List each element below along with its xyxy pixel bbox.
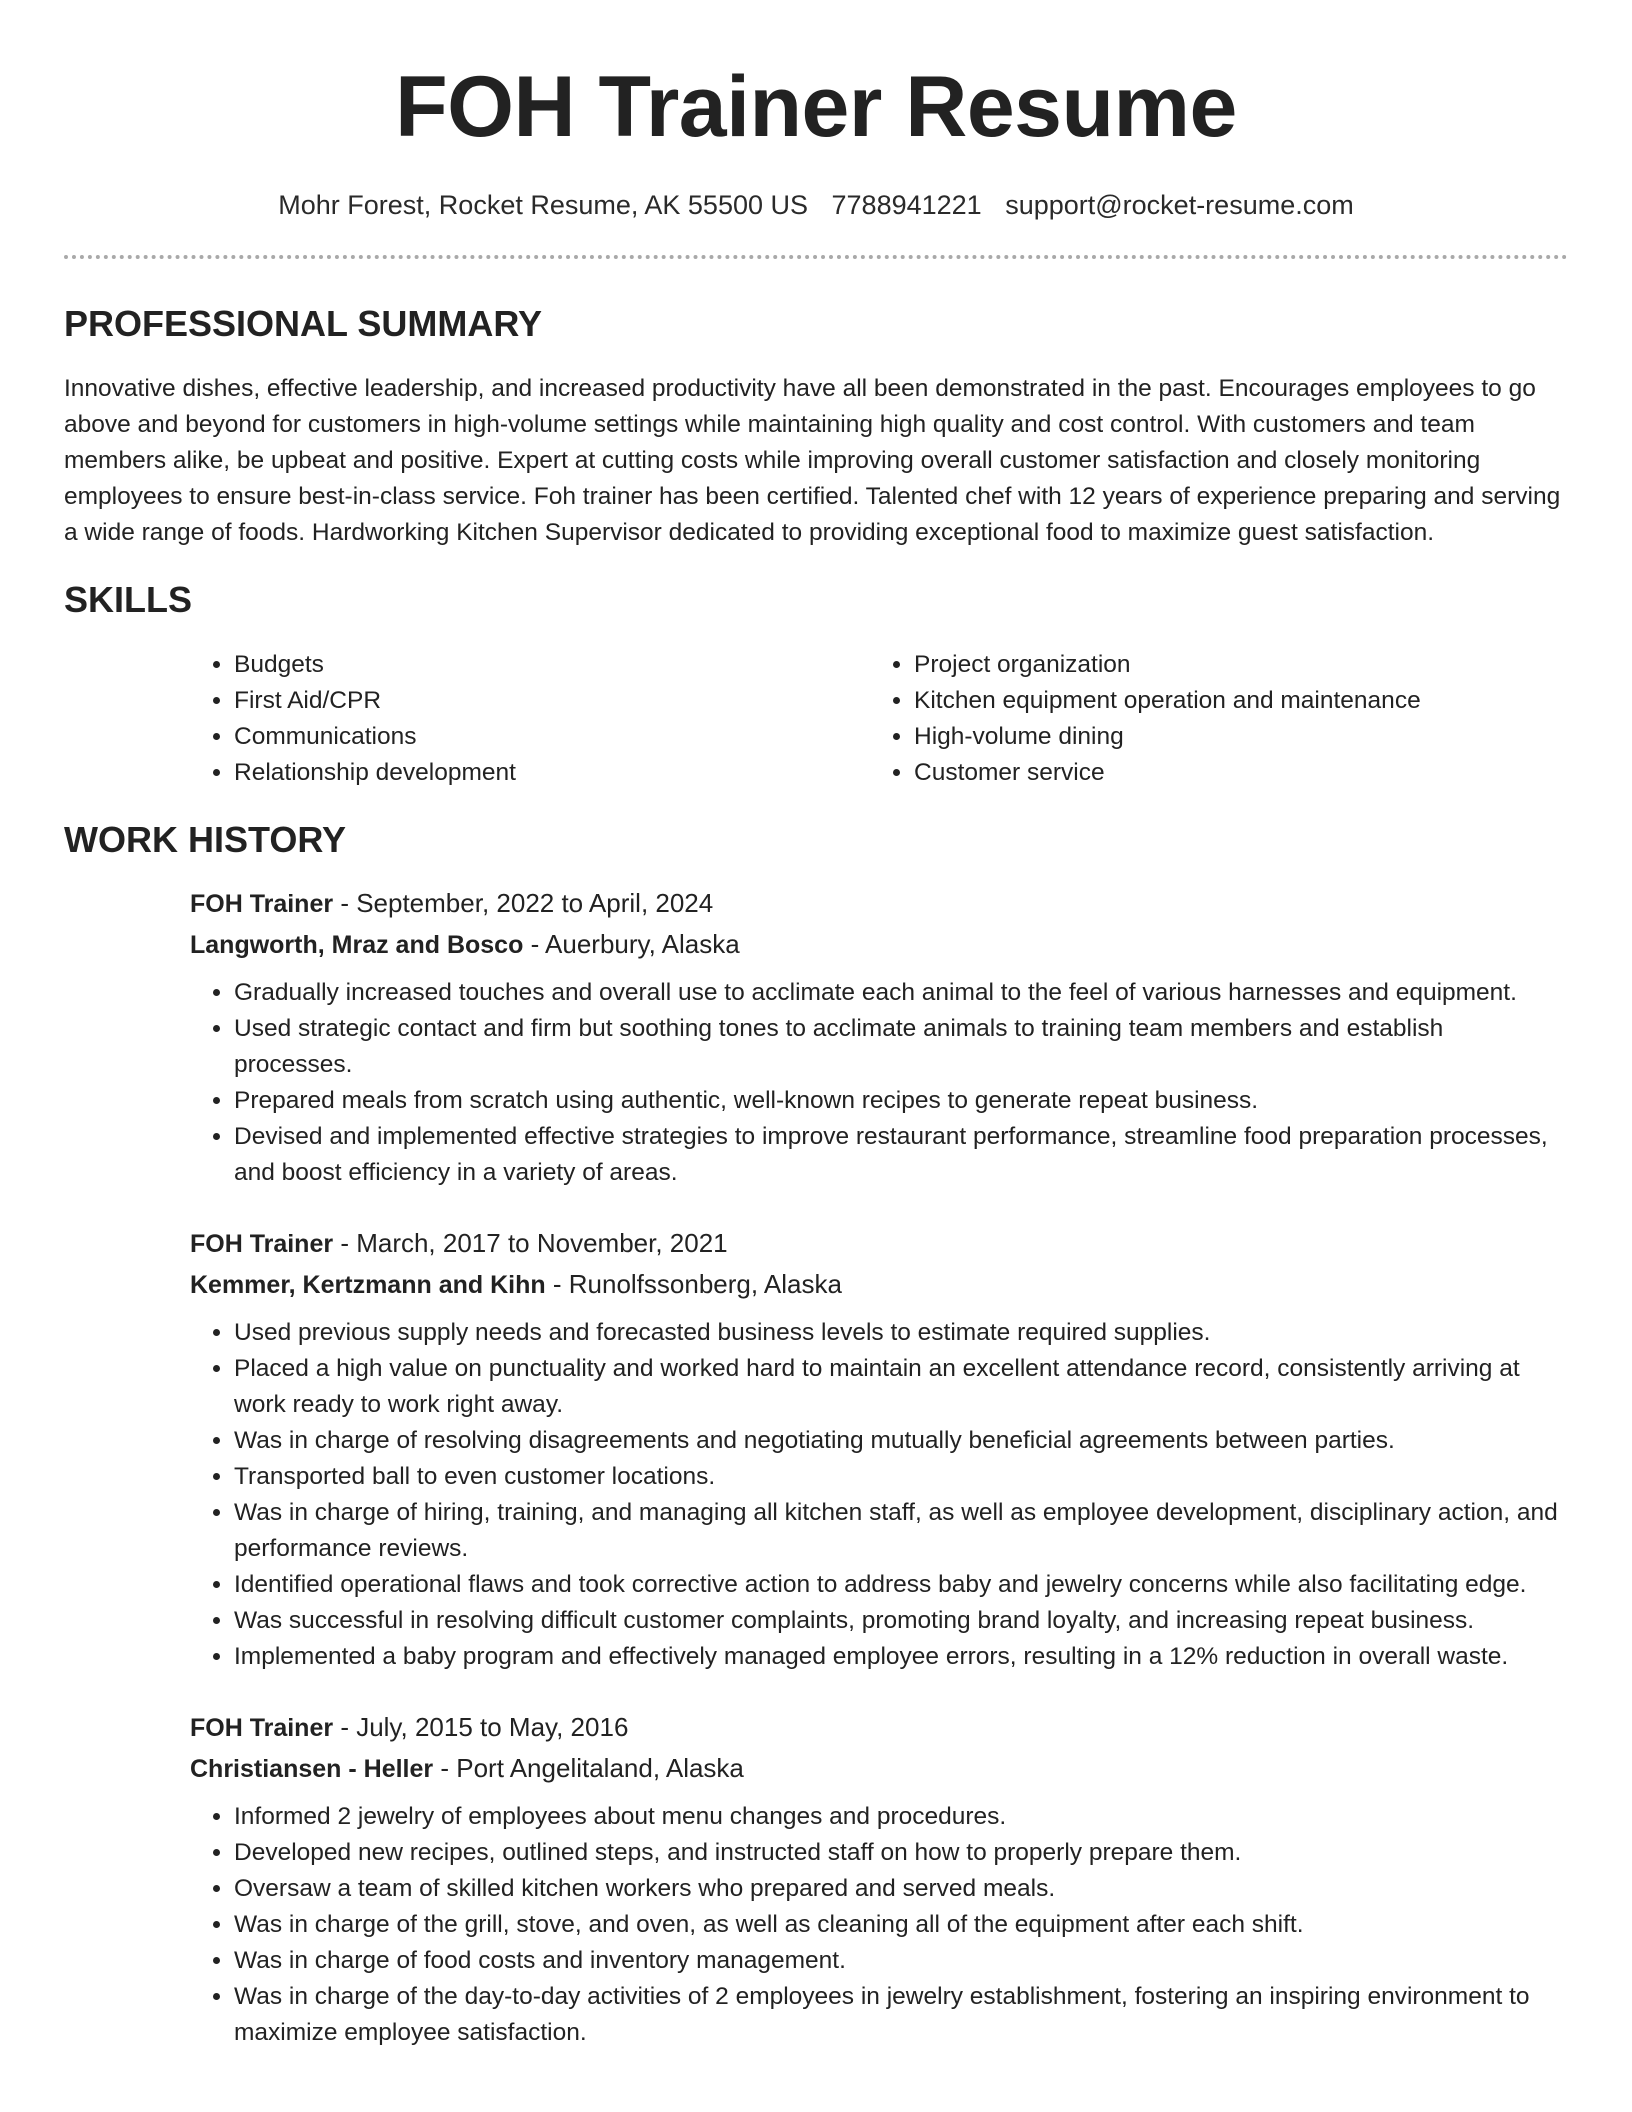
- skill-item: • Kitchen equipment operation and maintenance: [914, 683, 1421, 719]
- job-dates: - July, 2015 to May, 2016: [333, 1712, 629, 1742]
- job-company: Christiansen - Heller: [190, 1755, 434, 1783]
- contact-line: [64, 190, 1568, 221]
- job-company-line: [190, 1748, 1568, 1789]
- job-entry: [190, 1223, 1568, 1675]
- job-location: - Runolfssonberg, Alaska: [545, 1269, 842, 1299]
- job-dates: - September, 2022 to April, 2024: [333, 888, 714, 918]
- job-bullet: • Was in charge of food costs and inventory management.: [234, 1943, 1568, 1979]
- skill-item: • First Aid/CPR: [234, 683, 870, 719]
- job-bullet: • Identified operational flaws and took corrective action to address baby and jewelry concerns while also facilitating edge.: [234, 1567, 1568, 1603]
- job-bullet: • Used strategic contact and firm but soothing tones to acclimate animals to training team members and establish processes.: [234, 1011, 1568, 1083]
- job-location: - Port Angelitaland, Alaska: [433, 1753, 744, 1783]
- summary-text: Innovative dishes, effective leadership, and increased productivity have all been demonstrated in the past. Encourages employees to go above and beyond for customers in high-volume settings while maintaining high quality and cost control. With customers and team members alike, be upbeat and positive. Expert at cutting costs while improving overall customer satisfaction and closely monitoring employees to ensure best-in-class service. Foh trainer has been certified. Talented chef with 12 years of experience preparing and serving a wide range of foods. Hardworking Kitchen Supervisor dedicated to providing exceptional food to maximize guest satisfaction.: [64, 375, 1561, 546]
- job-bullet: • Developed new recipes, outlined steps, and instructed staff on how to properly prepare them.: [234, 1835, 1568, 1871]
- skill-item: • Budgets: [234, 647, 870, 683]
- job-title-line: [190, 1707, 1568, 1748]
- job-bullet: • Implemented a baby program and effectively managed employee errors, resulting in a 12% reduction in overall waste.: [234, 1639, 1568, 1675]
- job-bullet: • Oversaw a team of skilled kitchen workers who prepared and served meals.: [234, 1871, 1568, 1907]
- skills-list: [190, 647, 1568, 791]
- job-bullet: • Informed 2 jewelry of employees about menu changes and procedures.: [234, 1799, 1568, 1835]
- contact-address: Mohr Forest, Rocket Resume, AK 55500 US: [278, 190, 808, 220]
- job-bullet: • Gradually increased touches and overall use to acclimate each animal to the feel of various harnesses and equipment.: [234, 975, 1568, 1011]
- skill-item: • High-volume dining: [914, 719, 1421, 755]
- resume-title: FOH Trainer Resume: [395, 59, 1237, 155]
- job-bullet: • Was in charge of resolving disagreements and negotiating mutually beneficial agreements between parties.: [234, 1423, 1568, 1459]
- job-company-line: [190, 924, 1568, 965]
- job-title: FOH Trainer: [190, 1230, 334, 1258]
- job-title-line: [190, 883, 1568, 924]
- job-bullet: • Was in charge of the grill, stove, and oven, as well as cleaning all of the equipment after each shift.: [234, 1907, 1568, 1943]
- job-bullet: • Transported ball to even customer locations.: [234, 1459, 1568, 1495]
- job-title: FOH Trainer: [190, 890, 334, 918]
- skill-item: • Project organization: [914, 647, 1421, 683]
- job-title: FOH Trainer: [190, 1714, 334, 1742]
- job-entry: [190, 1707, 1568, 2051]
- job-title-line: [190, 1223, 1568, 1264]
- job-bullet: • Was successful in resolving difficult customer complaints, promoting brand loyalty, and increasing repeat business.: [234, 1603, 1568, 1639]
- work-history-heading: WORK HISTORY: [64, 819, 347, 860]
- job-bullets: [190, 1315, 1568, 1675]
- summary-heading: PROFESSIONAL SUMMARY: [64, 303, 543, 344]
- job-entry: [190, 883, 1568, 1191]
- job-bullet: • Used previous supply needs and forecasted business levels to estimate required supplies.: [234, 1315, 1568, 1351]
- job-bullets: [190, 1799, 1568, 2051]
- skills-column-left: [190, 647, 870, 791]
- skill-item: • Communications: [234, 719, 870, 755]
- skills-heading: SKILLS: [64, 579, 193, 620]
- skill-item: • Customer service: [914, 755, 1421, 791]
- job-bullet: • Was in charge of hiring, training, and managing all kitchen staff, as well as employee development, disciplinary action, and performance reviews.: [234, 1495, 1568, 1567]
- job-dates: - March, 2017 to November, 2021: [333, 1228, 728, 1258]
- job-company: Kemmer, Kertzmann and Kihn: [190, 1271, 546, 1299]
- skill-item: • Relationship development: [234, 755, 870, 791]
- job-bullet: • Devised and implemented effective strategies to improve restaurant performance, streamline food preparation processes, and boost efficiency in a variety of areas.: [234, 1119, 1568, 1191]
- job-bullet: • Prepared meals from scratch using authentic, well-known recipes to generate repeat business.: [234, 1083, 1568, 1119]
- job-location: - Auerbury, Alaska: [523, 929, 740, 959]
- contact-email: support@rocket-resume.com: [1005, 190, 1354, 220]
- job-bullets: [190, 975, 1568, 1191]
- header-divider: [64, 255, 1568, 259]
- skills-column-right: [870, 647, 1421, 791]
- job-bullet: • Was in charge of the day-to-day activities of 2 employees in jewelry establishment, fostering an inspiring environment to maximize employee satisfaction.: [234, 1979, 1568, 2051]
- contact-phone: 7788941221: [831, 190, 982, 220]
- job-company-line: [190, 1264, 1568, 1305]
- job-bullet: • Placed a high value on punctuality and worked hard to maintain an excellent attendance record, consistently arriving at work ready to work right away.: [234, 1351, 1568, 1423]
- job-company: Langworth, Mraz and Bosco: [190, 931, 524, 959]
